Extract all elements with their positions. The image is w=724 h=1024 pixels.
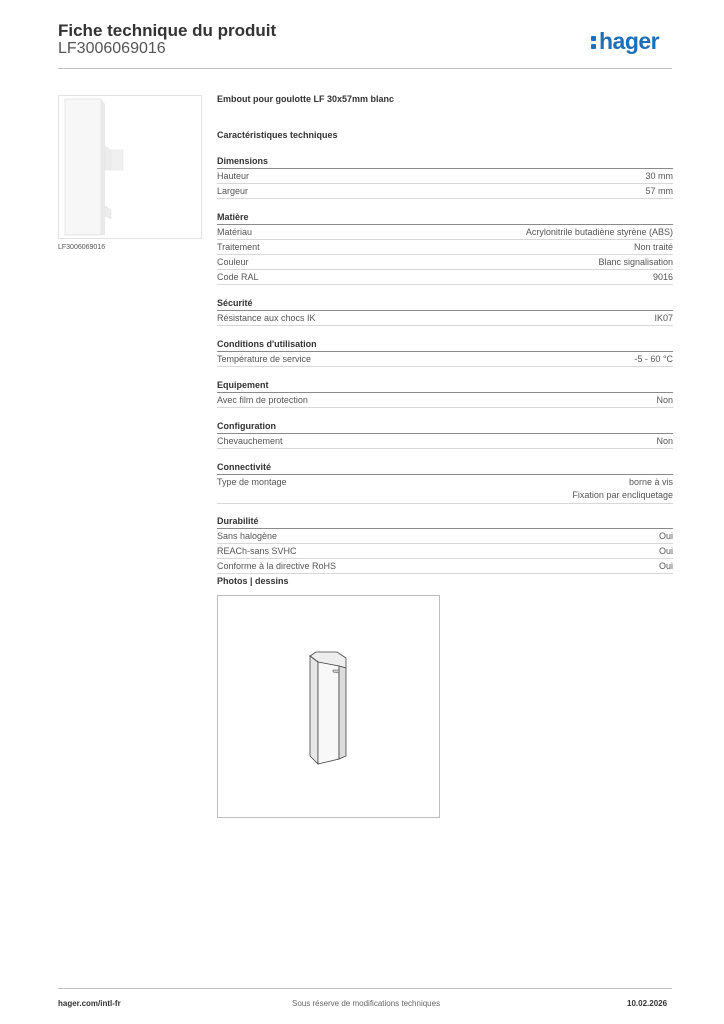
page-title: Fiche technique du produit (58, 21, 277, 40)
spec-value: -5 - 60 °C (634, 354, 673, 364)
spec-value: Non traité (633, 242, 673, 252)
spec-value: 30 mm (645, 171, 673, 181)
spec-value: 9016 (652, 272, 673, 282)
spec-row (217, 240, 673, 255)
spec-label: Température de service (217, 354, 312, 364)
spec-value-stack (572, 476, 673, 502)
end-cap-drawing-image (218, 596, 439, 817)
spec-row (217, 169, 673, 184)
header-divider (58, 68, 672, 69)
spec-section (217, 94, 673, 574)
footer-date: 10.02.2026 (627, 999, 668, 1008)
spec-group-durabilite (217, 516, 673, 574)
spec-value: Oui (658, 561, 673, 571)
end-cap-front-image (59, 96, 201, 238)
spec-row (217, 559, 673, 574)
group-title: Equipement (217, 380, 673, 393)
spec-value: Oui (658, 546, 673, 556)
footer-divider (58, 988, 672, 989)
spec-row (217, 544, 673, 559)
spec-value: IK07 (654, 313, 673, 323)
specs-heading: Caractéristiques techniques (217, 130, 338, 140)
spec-row (217, 255, 673, 270)
spec-label: Matériau (217, 227, 253, 237)
spec-label: Traitement (217, 242, 260, 252)
spec-row (217, 311, 673, 326)
spec-value: Non (656, 395, 673, 405)
thumbnail-caption: LF3006069016 (58, 244, 106, 251)
spec-label: Hauteur (217, 171, 250, 181)
spec-value: Fixation par encliquetage (572, 490, 673, 500)
group-title: Durabilité (217, 516, 673, 529)
spec-row (217, 434, 673, 449)
group-title: Conditions d'utilisation (217, 339, 673, 352)
spec-label: Code RAL (217, 272, 259, 282)
spec-value: Blanc signalisation (598, 257, 673, 267)
spec-row (217, 475, 673, 504)
product-reference: LF3006069016 (58, 40, 166, 57)
spec-group-securite (217, 298, 673, 326)
spec-label: Avec film de protection (217, 395, 308, 405)
spec-row (217, 352, 673, 367)
footer-notice: Sous réserve de modifications techniques (292, 999, 441, 1008)
spec-value: Oui (658, 531, 673, 541)
hager-logo (591, 28, 659, 55)
group-title: Sécurité (217, 298, 673, 311)
group-title: Configuration (217, 421, 673, 434)
spec-label: Conforme à la directive RoHS (217, 561, 337, 571)
spec-label: Couleur (217, 257, 249, 267)
spec-label: Résistance aux chocs IK (217, 313, 316, 323)
spec-label: Largeur (217, 186, 249, 196)
spec-label: Sans halogène (217, 531, 278, 541)
spec-group-dimensions (217, 156, 673, 199)
spec-label: Chevauchement (217, 436, 283, 446)
spec-label: Type de montage (217, 477, 287, 487)
product-thumbnail (58, 95, 202, 239)
group-title: Matière (217, 212, 673, 225)
spec-value: Non (656, 436, 673, 446)
group-title: Connectivité (217, 462, 673, 475)
spec-group-conditions (217, 339, 673, 367)
spec-group-matiere (217, 212, 673, 285)
product-name: Embout pour goulotte LF 30x57mm blanc (217, 94, 395, 104)
spec-value: 57 mm (645, 186, 673, 196)
spec-value: borne à vis (628, 477, 673, 487)
spec-row (217, 225, 673, 240)
spec-row (217, 529, 673, 544)
spec-value: Acrylonitrile butadiène styrène (ABS) (525, 227, 673, 237)
spec-group-connectivite (217, 462, 673, 504)
spec-group-configuration (217, 421, 673, 449)
logo-dots-icon (591, 32, 597, 51)
spec-label: REACh-sans SVHC (217, 546, 297, 556)
product-drawing-frame (217, 595, 440, 818)
spec-group-equipement (217, 380, 673, 408)
spec-row (217, 184, 673, 199)
spec-row (217, 270, 673, 285)
footer-website-link[interactable]: hager.com/intl-fr (58, 999, 121, 1008)
logo-text: hager (599, 28, 660, 54)
group-title: Dimensions (217, 156, 673, 169)
photos-heading: Photos | dessins (217, 576, 289, 586)
spec-row (217, 393, 673, 408)
